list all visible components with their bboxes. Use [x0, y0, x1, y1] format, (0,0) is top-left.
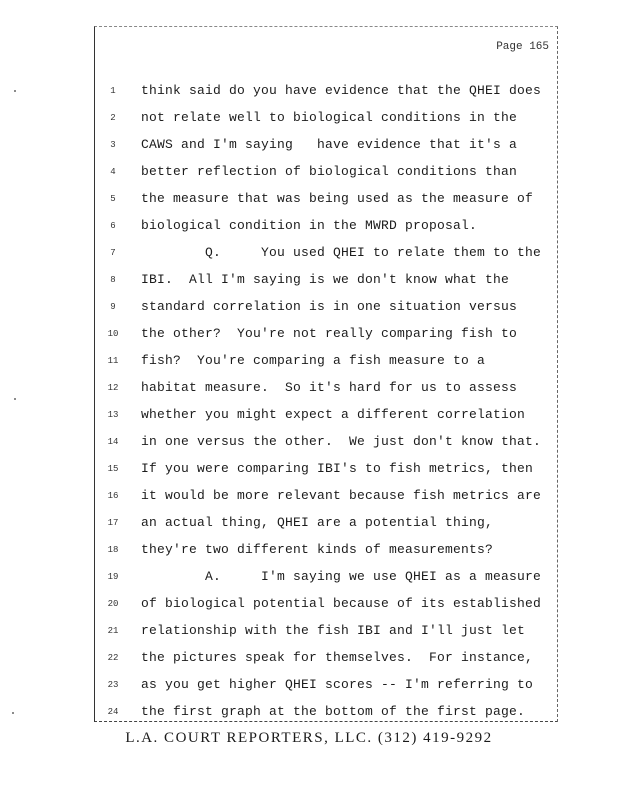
line-text: A. I'm saying we use QHEI as a measure — [141, 569, 542, 584]
line-text: relationship with the fish IBI and I'll just let — [141, 623, 526, 638]
line-number: 3 — [110, 140, 116, 150]
line-number: 19 — [107, 572, 119, 582]
line-number: 20 — [107, 599, 119, 609]
line-text: If you were comparing IBI's to fish metrics, then — [141, 461, 534, 476]
line-text: think said do you have evidence that the QHEI does — [141, 83, 542, 98]
line-text: the pictures speak for themselves. For instance, — [141, 650, 534, 665]
line-text: in one versus the other. We just don't know that. — [141, 434, 542, 449]
transcript-line — [95, 164, 557, 191]
line-text: whether you might expect a different correlation — [141, 407, 526, 422]
line-number: 6 — [110, 221, 116, 231]
transcript-line — [95, 434, 557, 461]
transcript-line — [95, 569, 557, 596]
transcript-line — [95, 407, 557, 434]
line-number: 15 — [107, 464, 119, 474]
margin-speck — [14, 398, 16, 400]
page-number: Page 165 — [496, 41, 549, 53]
line-number: 8 — [110, 275, 116, 285]
line-number: 14 — [107, 437, 119, 447]
transcript-line — [95, 353, 557, 380]
line-text: as you get higher QHEI scores -- I'm referring to — [141, 677, 534, 692]
transcript-line — [95, 650, 557, 677]
line-text: it would be more relevant because fish metrics are — [141, 488, 542, 503]
line-number: 24 — [107, 707, 119, 717]
line-number: 23 — [107, 680, 119, 690]
transcript-line — [95, 596, 557, 623]
transcript-page — [94, 26, 558, 722]
line-number: 12 — [107, 383, 119, 393]
margin-speck — [12, 712, 14, 714]
line-text: an actual thing, QHEI are a potential thing, — [141, 515, 494, 530]
line-text: better reflection of biological conditions than — [141, 164, 518, 179]
line-text: of biological potential because of its established — [141, 596, 542, 611]
transcript-line — [95, 191, 557, 218]
line-text: Q. You used QHEI to relate them to the — [141, 245, 542, 260]
transcript-line — [95, 218, 557, 245]
line-number: 2 — [110, 113, 116, 123]
line-text: they're two different kinds of measurements? — [141, 542, 494, 557]
transcript-line — [95, 110, 557, 137]
line-text: the other? You're not really comparing fish to — [141, 326, 518, 341]
line-number: 7 — [110, 248, 116, 258]
line-number: 18 — [107, 545, 119, 555]
transcript-line — [95, 299, 557, 326]
line-number: 13 — [107, 410, 119, 420]
transcript-line — [95, 677, 557, 704]
transcript-line — [95, 137, 557, 164]
transcript-line — [95, 83, 557, 110]
transcript-line — [95, 488, 557, 515]
transcript-line — [95, 623, 557, 650]
court-reporter-footer: L.A. COURT REPORTERS, LLC. (312) 419-9292 — [125, 730, 493, 746]
transcript-line — [95, 704, 557, 731]
line-text: biological condition in the MWRD proposal. — [141, 218, 478, 233]
transcript-line — [95, 245, 557, 272]
line-text: CAWS and I'm saying have evidence that it's a — [141, 137, 518, 152]
line-text: fish? You're comparing a fish measure to a — [141, 353, 486, 368]
transcript-line — [95, 380, 557, 407]
line-number: 11 — [107, 356, 119, 366]
transcript-line — [95, 326, 557, 353]
margin-speck — [14, 90, 16, 92]
line-number: 16 — [107, 491, 119, 501]
line-text: the measure that was being used as the measure of — [141, 191, 534, 206]
line-number: 9 — [110, 302, 116, 312]
line-number: 5 — [110, 194, 116, 204]
line-number: 10 — [107, 329, 119, 339]
line-number: 21 — [107, 626, 119, 636]
transcript-line — [95, 515, 557, 542]
transcript-line — [95, 461, 557, 488]
line-number: 17 — [107, 518, 119, 528]
line-text: not relate well to biological conditions in the — [141, 110, 518, 125]
line-number: 22 — [107, 653, 119, 663]
line-text: IBI. All I'm saying is we don't know what the — [141, 272, 510, 287]
line-number: 1 — [110, 86, 116, 96]
line-text: habitat measure. So it's hard for us to assess — [141, 380, 518, 395]
line-text: standard correlation is in one situation versus — [141, 299, 518, 314]
line-number: 4 — [110, 167, 116, 177]
transcript-line — [95, 272, 557, 299]
line-text: the first graph at the bottom of the first page. — [141, 704, 526, 719]
transcript-line — [95, 542, 557, 569]
